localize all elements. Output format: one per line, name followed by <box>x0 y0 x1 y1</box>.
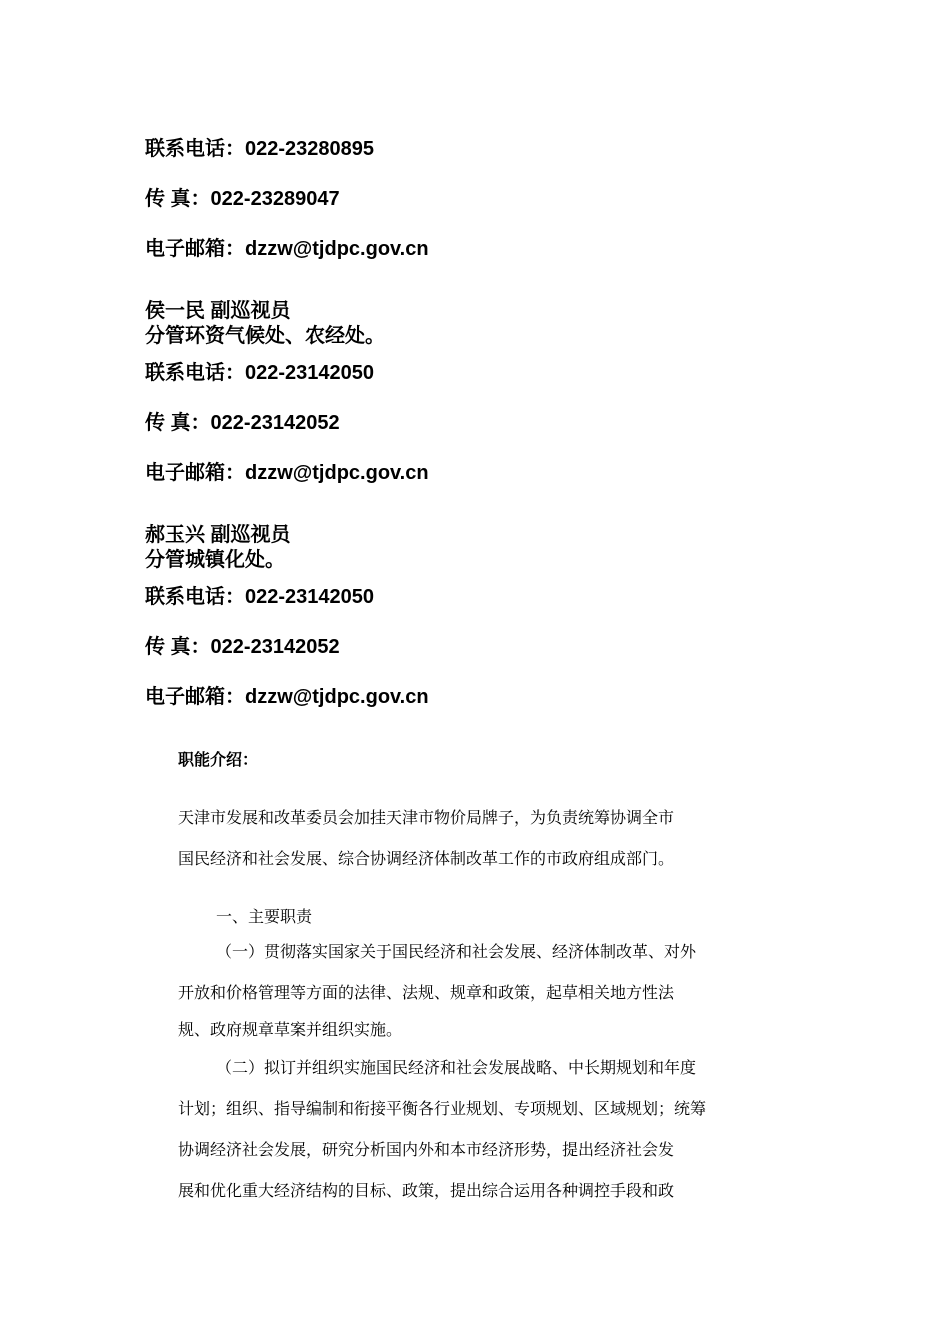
functions-heading: 职能介绍： <box>178 750 259 769</box>
intro-line-1: 天津市发展和改革委员会加挂天津市物价局牌子，为负责统筹协调全市 <box>178 808 675 827</box>
item-2-line-1: （二）拟订并组织实施国民经济和社会发展战略、中长期规划和年度 <box>216 1058 697 1077</box>
contact-3-phone: 联系电话：022-23142050 <box>145 586 375 608</box>
contact-2-phone: 联系电话：022-23142050 <box>145 362 375 384</box>
contact-1-email: 电子邮箱：dzzw@tjdpc.gov.cn <box>145 238 429 260</box>
contact-3-email: 电子邮箱：dzzw@tjdpc.gov.cn <box>145 686 429 708</box>
contact-2-name-title: 侯一民 副巡视员 <box>145 300 291 322</box>
contact-2-duty: 分管环资气候处、农经处。 <box>145 325 385 347</box>
item-2-line-2: 计划；组织、指导编制和衔接平衡各行业规划、专项规划、区域规划；统筹 <box>178 1099 707 1118</box>
contact-3-duty: 分管城镇化处。 <box>145 549 285 571</box>
item-2-line-4: 展和优化重大经济结构的目标、政策，提出综合运用各种调控手段和政 <box>178 1181 675 1200</box>
item-2-line-3: 协调经济社会发展，研究分析国内外和本市经济形势，提出经济社会发 <box>178 1140 675 1159</box>
contact-1-fax: 传 真：022-23289047 <box>145 188 340 210</box>
contact-2-email: 电子邮箱：dzzw@tjdpc.gov.cn <box>145 462 429 484</box>
item-1-line-1: （一）贯彻落实国家关于国民经济和社会发展、经济体制改革、对外 <box>216 942 697 961</box>
section-title: 一、主要职责 <box>216 907 313 926</box>
contact-3-name-title: 郝玉兴 副巡视员 <box>145 524 291 546</box>
contact-3-fax: 传 真：022-23142052 <box>145 636 340 658</box>
contact-1-phone: 联系电话：022-23280895 <box>145 138 375 160</box>
item-1-line-3: 规、政府规章草案并组织实施。 <box>178 1020 403 1039</box>
item-1-line-2: 开放和价格管理等方面的法律、法规、规章和政策，起草相关地方性法 <box>178 983 675 1002</box>
intro-line-2: 国民经济和社会发展、综合协调经济体制改革工作的市政府组成部门。 <box>178 849 675 868</box>
contact-2-fax: 传 真：022-23142052 <box>145 412 340 434</box>
